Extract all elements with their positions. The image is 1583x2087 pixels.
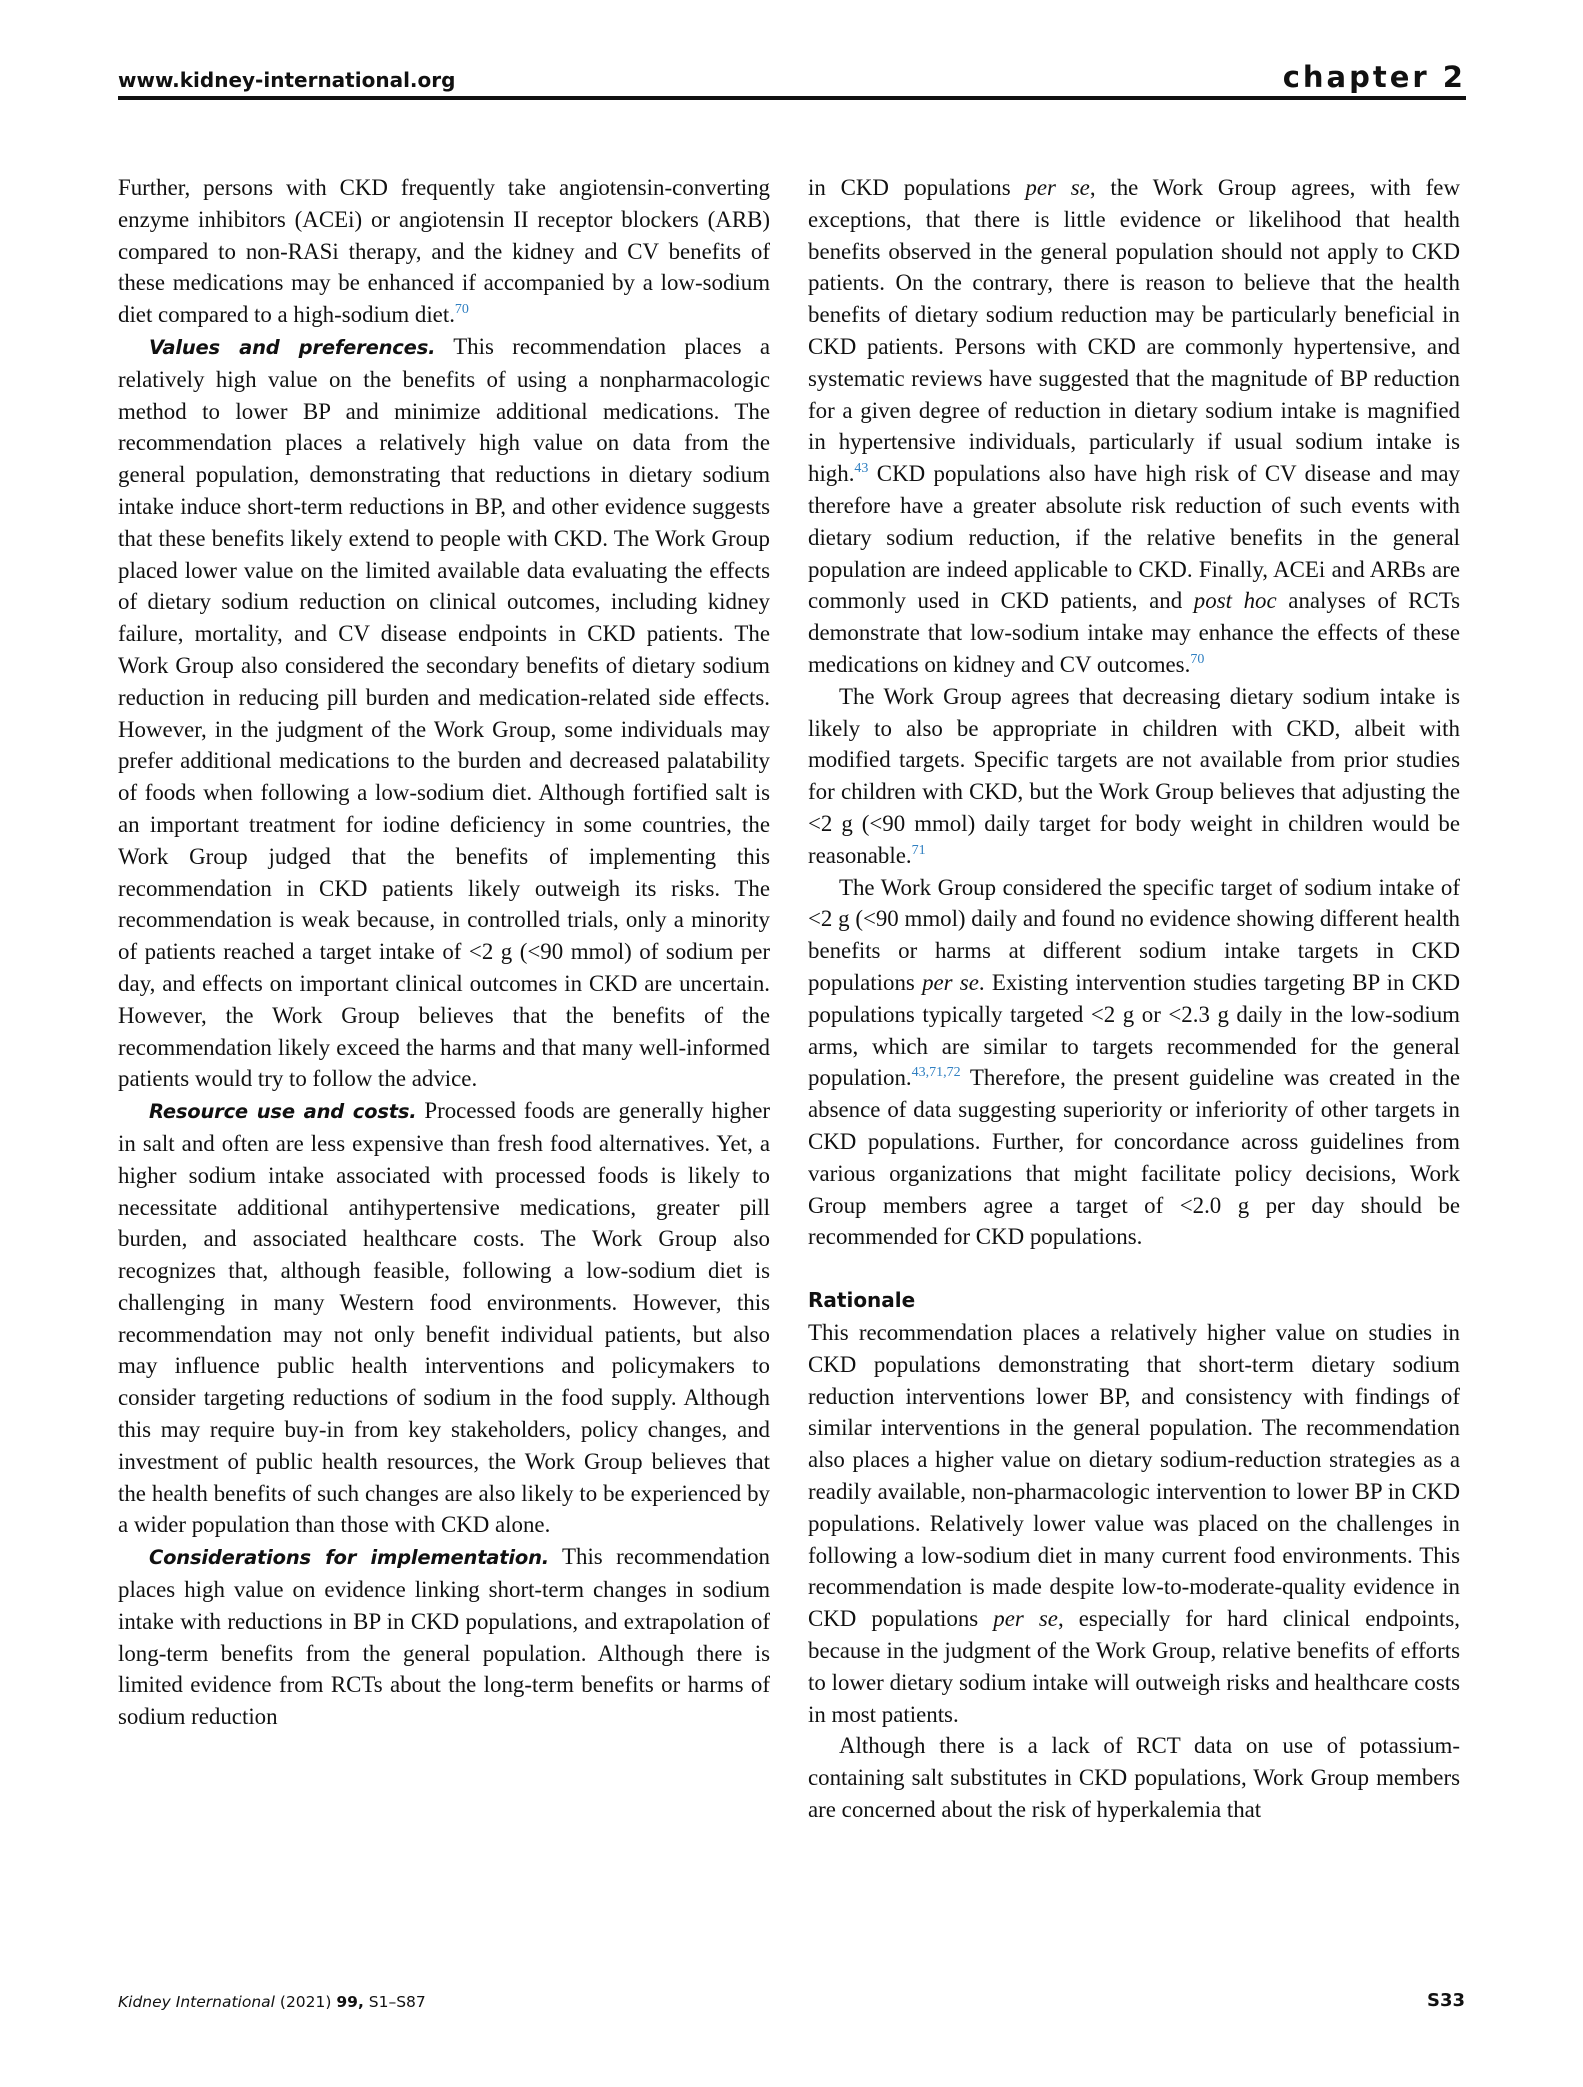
paragraph-implementation (118, 1541, 770, 1733)
paragraph-children (808, 681, 1460, 872)
emphasis-text: per se (993, 1606, 1058, 1632)
paragraph-text: The Work Group agrees that decreasing dietary sodium intake is likely to also be appropriate in children with CKD, albeit with modified targets. Specific targets are not available from prior studies for children with CKD, but the Work Group believes that adjusting the <2 g (<90 mmol) daily target for body weight in children would be reasonable. (808, 683, 1460, 868)
emphasis-text: per se (922, 969, 979, 995)
footer-citation (118, 1993, 426, 2011)
run-in-heading: Values and preferences. (149, 335, 436, 359)
section-heading-rationale: Rationale (808, 1288, 916, 1313)
citation-ref[interactable]: 43 (854, 461, 869, 477)
right-column (808, 172, 1460, 1826)
footer-year: (2021) (274, 1993, 337, 2011)
paragraph-text: This recommendation places a relatively higher value on studies in CKD populations demonstrating that short-term dietary sodium reduction interventions lower BP, and consistency with findings of similar interventions in the general population. The recommendation also places a higher value on dietary sodium-reduction strategies as a readily available, non-pharmacologic intervention to lower BP in CKD populations. Relatively lower value was placed on the challenges in following a low-sodium diet in many current food environments. This recommendation is made despite low-to-moderate-quality evidence in CKD populations (808, 1320, 1460, 1632)
page-number: S33 (1426, 1990, 1465, 2011)
paragraph-text: This recommendation places high value on evidence linking short-term changes in sodium intake with reductions in BP in CKD populations, and extrapolation of long-term benefits from the general population. Although there is limited evidence from RCTs about the long-term benefits or harms of sodium reduction (118, 1544, 770, 1730)
emphasis-text: per se (1025, 175, 1090, 200)
paragraph-resource-use (118, 1095, 770, 1541)
header-divider (118, 96, 1466, 100)
citation-ref[interactable]: 43,71,72 (911, 1065, 961, 1081)
paragraph-rationale (808, 1317, 1460, 1730)
footer-volume: 99, (336, 1993, 364, 2011)
paragraph-potassium (808, 1730, 1460, 1825)
paragraph-text: CKD populations also have high risk of CV disease and may therefore have a greater absolute risk reduction of such events with dietary sodium reduction, if the relative benefits in the general population are indeed applicable to CKD. Finally, ACEi and ARBs are commonly used in CKD patients, and (808, 461, 1460, 614)
paragraph-text: The Work Group considered the specific target of sodium intake of <2 g (<90 mmol) daily and found no evidence showing different health benefits or harms at different sodium intake targets in CKD populations (808, 874, 1460, 995)
citation-ref[interactable]: 71 (911, 842, 926, 858)
paragraph-text: in CKD populations (808, 175, 1026, 200)
paragraph-text: Although there is a lack of RCT data on use of potassium-containing salt substitutes in CKD populations, Work Group members are concerned about the risk of hyperkalemia that (808, 1733, 1460, 1823)
chapter-label: chapter 2 (1282, 60, 1466, 94)
paragraph-target (808, 872, 1460, 1254)
paragraph-text: Therefore, the present guideline was created in the absence of data suggesting superiority or inferiority of other targets in CKD populations. Further, for concordance across guidelines from various organizations that might facilitate policy decisions, Work Group members agree a target of <2.0 g per day should be recommended for CKD populations. (808, 1065, 1460, 1250)
paragraph-text: Processed foods are generally higher in salt and often are less expensive than fresh food alternatives. Yet, a higher sodium intake associated with processed foods is likely to necessitate additional antihypertensive medications, greater pill burden, and associated healthcare costs. The Work Group also recognizes that, although feasible, following a low-sodium diet is challenging in many Western food environments. However, this recommendation may not only benefit individual patients, but also may influence public health interventions and policymakers to consider targeting reductions of sodium in the food supply. Although this may require buy-in from key stakeholders, policy changes, and investment of public health resources, the Work Group believes that the health benefits of such changes are also likely to be experienced by a wider population than those with CKD alone. (118, 1098, 770, 1538)
citation-ref[interactable]: 70 (454, 302, 469, 318)
paragraph-continuation (118, 172, 770, 331)
paragraph-text: analyses of RCTs demonstrate that low-sodium intake may enhance the effects of these medications on kidney and CV outcomes. (808, 588, 1461, 677)
footer-pages: S1–S87 (363, 1993, 426, 2011)
paragraph-text: This recommendation places a relatively high value on the benefits of using a nonpharmacologic method to lower BP and minimize additional medications. The recommendation places a relatively high value on data from the general population, demonstrating that reductions in dietary sodium intake induce short-term reductions in BP, and other evidence suggests that these benefits likely extend to people with CKD. The Work Group placed lower value on the limited available data evaluating the effects of dietary sodium reduction on clinical outcomes, including kidney failure, mortality, and CV disease endpoints in CKD patients. The Work Group also considered the secondary benefits of dietary sodium reduction in reducing pill burden and medication-related side effects. However, in the judgment of the Work Group, some individuals may prefer additional medications to the burden and decreased palatability of foods when following a low-sodium diet. Although fortified salt is an important treatment for iodine deficiency in some countries, the Work Group judged that the benefits of implementing this recommendation in CKD patients likely outweigh its risks. The recommendation is weak because, in controlled trials, only a minority of patients reached a target intake of <2 g (<90 mmol) of sodium per day, and effects on important clinical outcomes in CKD are uncertain. However, the Work Group believes that the benefits of the recommendation likely exceed the harms and that many well-informed patients would try to follow the advice. (118, 333, 770, 1092)
journal-name: Kidney International (118, 1993, 275, 2011)
paragraph-text: . Existing intervention studies targeting BP in CKD populations typically targeted <2 g or <2.3 g daily in the low-sodium arms, which are similar to targets recommended for the general population. (808, 969, 1460, 1091)
citation-ref[interactable]: 70 (1190, 651, 1205, 667)
emphasis-text: post hoc (1193, 588, 1277, 614)
paragraph-text: , the Work Group agrees, with few exceptions, that there is little evidence or likelihood that health benefits observed in the general population should not apply to CKD patients. On the contrary, there is reason to believe that the health benefits of dietary sodium reduction may be particularly beneficial in CKD patients. Persons with CKD are commonly hypertensive, and systematic reviews have suggested that the magnitude of BP reduction for a given degree of reduction in dietary sodium intake is magnified in hypertensive individuals, particularly if usual sodium intake is high. (808, 175, 1460, 487)
paragraph-values-preferences (118, 331, 770, 1095)
paragraph-continuation (808, 172, 1460, 681)
run-in-heading: Resource use and costs. (149, 1100, 417, 1124)
journal-url[interactable]: www.kidney-international.org (118, 68, 456, 92)
left-column (118, 172, 770, 1733)
paragraph-text: , especially for hard clinical endpoints, because in the judgment of the Work Group, relative benefits of efforts to lower dietary sodium intake will outweigh risks and healthcare costs in most patients. (808, 1606, 1460, 1727)
paragraph-text: Further, persons with CKD frequently take angiotensin-converting enzyme inhibitors (ACEi) or angiotensin II receptor blockers (ARB) compared to non-RASi therapy, and the kidney and CV benefits of these medications may be enhanced if accompanied by a low-sodium diet compared to a high-sodium diet. (118, 175, 770, 328)
run-in-heading: Considerations for implementation. (149, 1546, 549, 1570)
